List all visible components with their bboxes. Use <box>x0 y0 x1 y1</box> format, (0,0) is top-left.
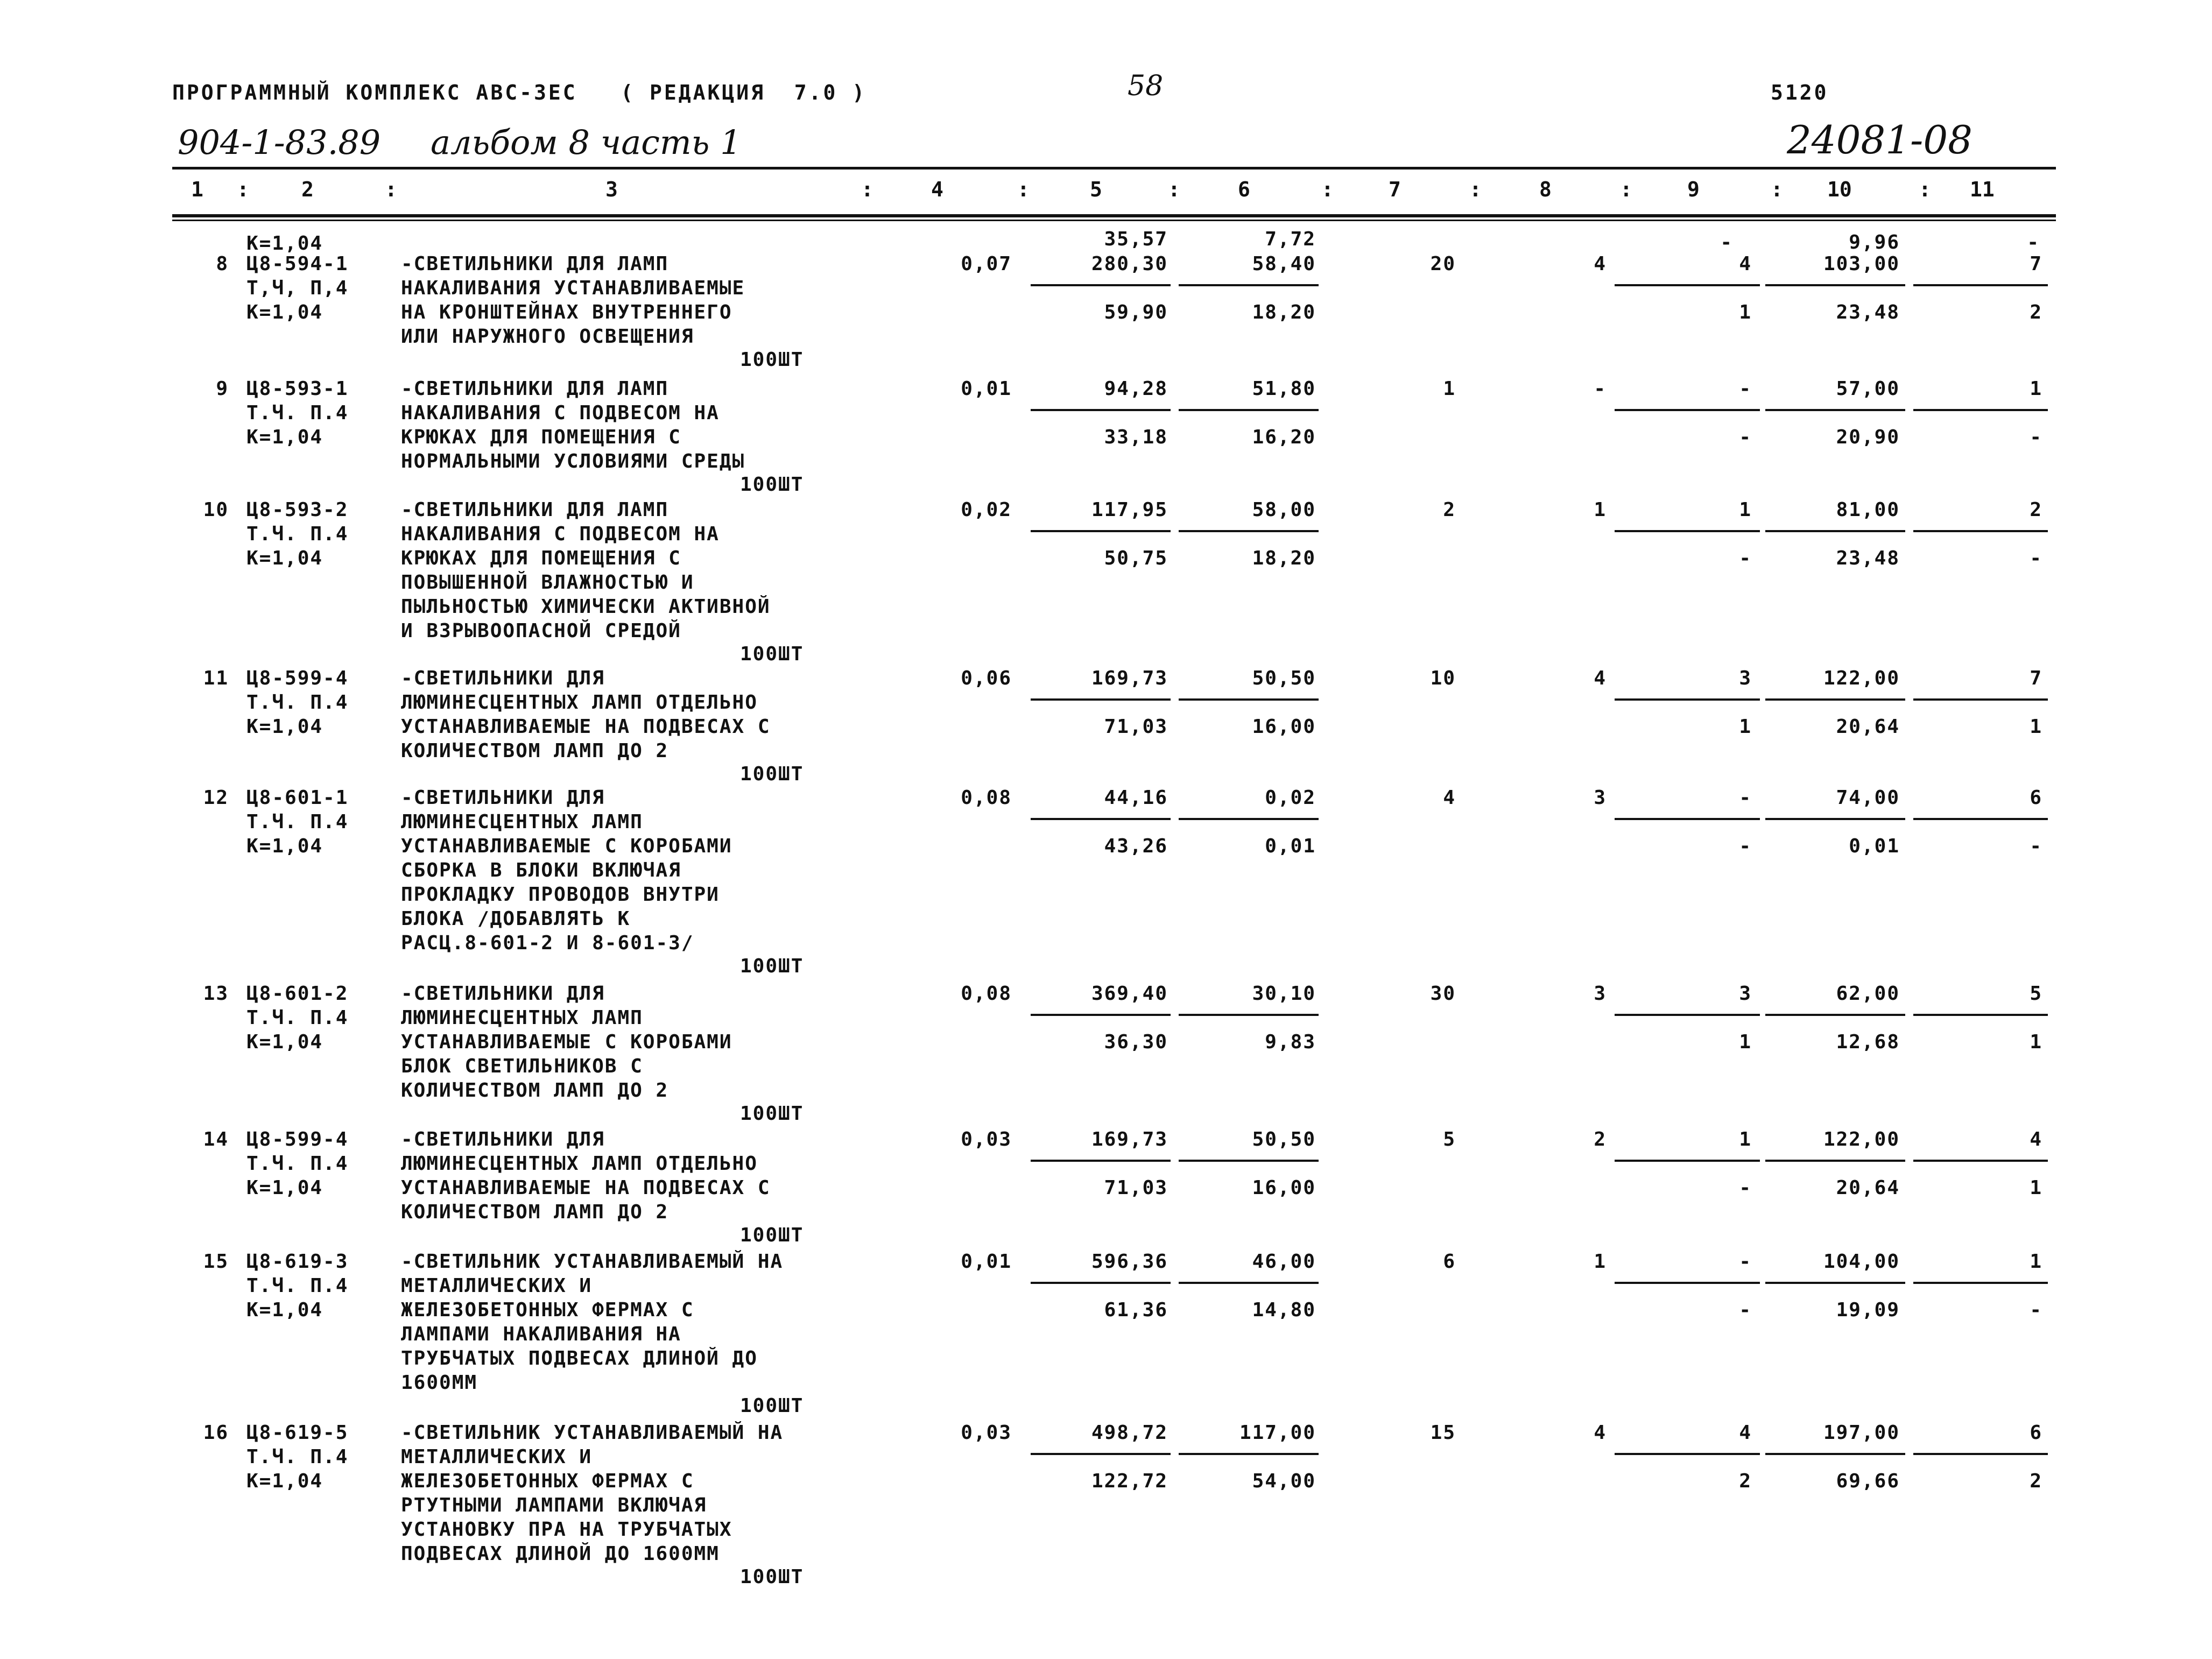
row-description-line: ЖЕЛЕЗОБЕТОННЫХ ФЕРМАХ С <box>401 1299 694 1321</box>
row-code: Ц8-601-1 <box>246 787 349 809</box>
column-header-2: 2 <box>301 178 314 201</box>
row-section: Т,Ч, П,4 <box>246 277 349 299</box>
fraction-line-col11 <box>1913 818 2048 820</box>
row-col4: 0,08 <box>961 787 1012 809</box>
row-number: 11 <box>203 667 229 689</box>
row-col9-bottom: - <box>1739 547 1752 569</box>
row-col7: 2 <box>1443 499 1456 521</box>
fraction-line-col6 <box>1179 818 1319 820</box>
row-k-factor: K=1,04 <box>246 1177 323 1199</box>
row-description-line: ПОВЫШЕННОЙ ВЛАЖНОСТЬЮ И <box>401 571 694 594</box>
row-col4: 0,01 <box>961 1251 1012 1273</box>
column-separator: : <box>1919 178 1931 201</box>
column-separator: : <box>861 178 873 201</box>
carry-col11: - <box>2027 231 2040 253</box>
fraction-line-col9 <box>1615 1014 1760 1016</box>
row-description-line: И ВЗРЫВООПАСНОЙ СРЕДОЙ <box>401 620 681 642</box>
row-col5-bottom: 50,75 <box>1104 547 1168 569</box>
row-col9-bottom: 1 <box>1739 1031 1752 1053</box>
row-col5-bottom: 71,03 <box>1104 716 1168 738</box>
row-col11-top: 4 <box>2030 1128 2042 1150</box>
row-col9-top: 3 <box>1739 983 1752 1005</box>
carry-k-factor: K=1,04 <box>246 232 323 255</box>
row-col5-top: 498,72 <box>1091 1422 1168 1444</box>
row-code: Ц8-619-5 <box>246 1422 349 1444</box>
column-header-4: 4 <box>931 178 943 201</box>
row-code: Ц8-599-4 <box>246 667 349 689</box>
row-section: Т.Ч. П.4 <box>246 1007 349 1029</box>
row-col9-top: - <box>1739 787 1752 809</box>
row-col6-top: 0,02 <box>1265 787 1316 809</box>
row-col5-top: 280,30 <box>1091 253 1168 275</box>
row-col5-top: 117,95 <box>1091 499 1168 521</box>
column-header-10: 10 <box>1827 178 1852 201</box>
row-k-factor: K=1,04 <box>246 716 323 738</box>
row-description-line: НАКАЛИВАНИЯ С ПОДВЕСОМ НА <box>401 402 720 424</box>
row-col8: 4 <box>1594 253 1607 275</box>
row-col7: 15 <box>1430 1422 1456 1444</box>
fraction-line-col9 <box>1615 1282 1760 1284</box>
row-col6-top: 58,00 <box>1252 499 1316 521</box>
row-col5-top: 94,28 <box>1104 378 1168 400</box>
row-col9-top: 4 <box>1739 253 1752 275</box>
fraction-line-col10 <box>1765 698 1905 701</box>
row-col8: 1 <box>1594 499 1607 521</box>
row-section: Т.Ч. П.4 <box>246 402 349 424</box>
row-unit: 100ШТ <box>740 1395 804 1417</box>
fraction-line-col5 <box>1031 409 1171 411</box>
row-col9-bottom: - <box>1739 835 1752 857</box>
row-number: 9 <box>216 378 229 400</box>
column-separator: : <box>1168 178 1180 201</box>
row-description-line: -СВЕТИЛЬНИК УСТАНАВЛИВАЕМЫЙ НА <box>401 1251 784 1273</box>
row-col4: 0,01 <box>961 378 1012 400</box>
row-col10-bottom: 19,09 <box>1836 1299 1900 1321</box>
row-description-line: БЛОКА /ДОБАВЛЯТЬ К <box>401 908 631 930</box>
fraction-line-col6 <box>1179 1282 1319 1284</box>
row-unit: 100ШТ <box>740 1224 804 1246</box>
row-col5-bottom: 122,72 <box>1091 1470 1168 1492</box>
row-col10-bottom: 20,64 <box>1836 716 1900 738</box>
row-description-line: УСТАНАВЛИВАЕМЫЕ НА ПОДВЕСАХ С <box>401 1177 771 1199</box>
row-col9-top: - <box>1739 378 1752 400</box>
row-description-line: -СВЕТИЛЬНИКИ ДЛЯ <box>401 787 605 809</box>
table-row <box>0 498 2212 665</box>
fraction-line-col10 <box>1765 818 1905 820</box>
fraction-line-col5 <box>1031 1453 1171 1455</box>
row-description-line: ТРУБЧАТЫХ ПОДВЕСАХ ДЛИНОЙ ДО <box>401 1347 758 1369</box>
row-col10-bottom: 20,64 <box>1836 1177 1900 1199</box>
fraction-line-col6 <box>1179 1453 1319 1455</box>
column-separator: : <box>237 178 249 201</box>
row-section: Т.Ч. П.4 <box>246 523 349 545</box>
row-col9-bottom: - <box>1739 1299 1752 1321</box>
row-col9-top: 4 <box>1739 1422 1752 1444</box>
row-col5-bottom: 33,18 <box>1104 426 1168 448</box>
row-col4: 0,07 <box>961 253 1012 275</box>
fraction-line-col11 <box>1913 1160 2048 1162</box>
row-col4: 0,02 <box>961 499 1012 521</box>
row-col6-bottom: 16,00 <box>1252 716 1316 738</box>
row-code: Ц8-593-1 <box>246 378 349 400</box>
row-k-factor: K=1,04 <box>246 426 323 448</box>
row-k-factor: K=1,04 <box>246 835 323 857</box>
row-col6-top: 50,50 <box>1252 1128 1316 1150</box>
row-col5-bottom: 36,30 <box>1104 1031 1168 1053</box>
row-number: 12 <box>203 787 229 809</box>
row-code: Ц8-599-4 <box>246 1128 349 1150</box>
row-col6-bottom: 16,20 <box>1252 426 1316 448</box>
fraction-line-col9 <box>1615 1160 1760 1162</box>
row-col10-top: 122,00 <box>1823 667 1900 689</box>
handwritten-project-ref: 904-1-83.89 <box>178 123 381 162</box>
row-col11-top: 7 <box>2030 667 2042 689</box>
row-col5-top: 596,36 <box>1091 1251 1168 1273</box>
row-description-line: КРЮКАХ ДЛЯ ПОМЕЩЕНИЯ С <box>401 547 681 569</box>
carry-col6-top: 7,72 <box>1265 228 1316 250</box>
row-description-line: -СВЕТИЛЬНИКИ ДЛЯ ЛАМП <box>401 253 669 275</box>
row-code: Ц8-619-3 <box>246 1251 349 1273</box>
column-separator: : <box>1321 178 1334 201</box>
row-col8: 3 <box>1594 787 1607 809</box>
row-col10-top: 197,00 <box>1823 1422 1900 1444</box>
row-col6-bottom: 54,00 <box>1252 1470 1316 1492</box>
row-description-line: УСТАНОВКУ ПРА НА ТРУБЧАТЫХ <box>401 1519 732 1541</box>
row-description-line: -СВЕТИЛЬНИКИ ДЛЯ ЛАМП <box>401 499 669 521</box>
fraction-line-col10 <box>1765 284 1905 286</box>
row-col9-top: 1 <box>1739 499 1752 521</box>
row-col11-top: 1 <box>2030 1251 2042 1273</box>
row-col10-top: 62,00 <box>1836 983 1900 1005</box>
row-description-line: ЛЮМИНЕСЦЕНТНЫХ ЛАМП ОТДЕЛЬНО <box>401 1153 758 1175</box>
row-col4: 0,03 <box>961 1422 1012 1444</box>
row-col8: 4 <box>1594 667 1607 689</box>
header-top-rule <box>172 167 2056 170</box>
row-number: 14 <box>203 1128 229 1150</box>
fraction-line-col10 <box>1765 1453 1905 1455</box>
row-k-factor: K=1,04 <box>246 1470 323 1492</box>
table-row <box>0 666 2212 785</box>
row-col4: 0,03 <box>961 1128 1012 1150</box>
row-unit: 100ШТ <box>740 349 804 371</box>
row-col11-bottom: - <box>2030 835 2042 857</box>
row-col8: 4 <box>1594 1422 1607 1444</box>
row-description-line: КОЛИЧЕСТВОМ ЛАМП ДО 2 <box>401 1079 669 1102</box>
column-separator: : <box>385 178 397 201</box>
row-col7: 4 <box>1443 787 1456 809</box>
fraction-line-col6 <box>1179 409 1319 411</box>
row-number: 13 <box>203 983 229 1005</box>
row-code: Ц8-593-2 <box>246 499 349 521</box>
fraction-line-col5 <box>1031 1014 1171 1016</box>
row-k-factor: K=1,04 <box>246 547 323 569</box>
row-description-line: ИЛИ НАРУЖНОГО ОСВЕЩЕНИЯ <box>401 326 694 348</box>
row-col8: 2 <box>1594 1128 1607 1150</box>
row-col11-top: 6 <box>2030 787 2042 809</box>
fraction-line-col5 <box>1031 530 1171 532</box>
fraction-line-col11 <box>1913 698 2048 701</box>
row-description-line: УСТАНАВЛИВАЕМЫЕ НА ПОДВЕСАХ С <box>401 716 771 738</box>
row-description-line: КРЮКАХ ДЛЯ ПОМЕЩЕНИЯ С <box>401 426 681 448</box>
row-col11-top: 2 <box>2030 499 2042 521</box>
row-number: 10 <box>203 499 229 521</box>
row-unit: 100ШТ <box>740 763 804 785</box>
fraction-line-col6 <box>1179 530 1319 532</box>
row-description-line: МЕТАЛЛИЧЕСКИХ И <box>401 1446 593 1468</box>
row-col10-bottom: 23,48 <box>1836 547 1900 569</box>
fraction-line-col9 <box>1615 284 1760 286</box>
row-col11-top: 5 <box>2030 983 2042 1005</box>
row-col10-bottom: 69,66 <box>1836 1470 1900 1492</box>
row-col11-bottom: 2 <box>2030 301 2042 323</box>
row-col5-bottom: 71,03 <box>1104 1177 1168 1199</box>
row-col7: 1 <box>1443 378 1456 400</box>
row-col7: 6 <box>1443 1251 1456 1273</box>
column-separator: : <box>1771 178 1783 201</box>
column-separator: : <box>1620 178 1632 201</box>
row-col9-bottom: - <box>1739 426 1752 448</box>
row-description-line: НОРМАЛЬНЫМИ УСЛОВИЯМИ СРЕДЫ <box>401 450 745 472</box>
row-col9-bottom: 2 <box>1739 1470 1752 1492</box>
row-col7: 30 <box>1430 983 1456 1005</box>
row-description-line: УСТАНАВЛИВАЕМЫЕ С КОРОБАМИ <box>401 835 732 857</box>
fraction-line-col5 <box>1031 818 1171 820</box>
row-col6-bottom: 18,20 <box>1252 301 1316 323</box>
row-col9-bottom: 1 <box>1739 301 1752 323</box>
column-header-8: 8 <box>1539 178 1552 201</box>
row-unit: 100ШТ <box>740 1103 804 1125</box>
fraction-line-col9 <box>1615 409 1760 411</box>
table-row <box>0 252 2212 371</box>
row-col8: - <box>1594 378 1607 400</box>
program-title: ПРОГРАММНЫЙ КОМПЛЕКС АВС-3ЕС ( РЕДАКЦИЯ 7.0 ) <box>172 81 867 104</box>
row-col5-top: 169,73 <box>1091 1128 1168 1150</box>
fraction-line-col10 <box>1765 1160 1905 1162</box>
row-description-line: -СВЕТИЛЬНИКИ ДЛЯ <box>401 983 605 1005</box>
row-col5-bottom: 43,26 <box>1104 835 1168 857</box>
carry-col5-top: 35,57 <box>1104 228 1168 250</box>
column-header-7: 7 <box>1389 178 1401 201</box>
row-description-line: ПОДВЕСАХ ДЛИНОЙ ДО 1600ММ <box>401 1543 720 1565</box>
row-col10-bottom: 0,01 <box>1849 835 1900 857</box>
row-k-factor: K=1,04 <box>246 1299 323 1321</box>
row-col6-top: 51,80 <box>1252 378 1316 400</box>
table-row <box>0 1421 2212 1588</box>
row-col5-bottom: 59,90 <box>1104 301 1168 323</box>
row-section: Т.Ч. П.4 <box>246 811 349 833</box>
fraction-line-col6 <box>1179 698 1319 701</box>
row-col7: 20 <box>1430 253 1456 275</box>
header-bottom-rule <box>172 214 2056 217</box>
column-header-9: 9 <box>1687 178 1700 201</box>
fraction-line-col6 <box>1179 1160 1319 1162</box>
row-description-line: ЛЮМИНЕСЦЕНТНЫХ ЛАМП <box>401 811 643 833</box>
row-col6-bottom: 9,83 <box>1265 1031 1316 1053</box>
fraction-line-col11 <box>1913 1453 2048 1455</box>
column-header-3: 3 <box>605 178 618 201</box>
column-header-6: 6 <box>1238 178 1250 201</box>
row-col8: 1 <box>1594 1251 1607 1273</box>
row-col10-top: 103,00 <box>1823 253 1900 275</box>
fraction-line-col5 <box>1031 1160 1171 1162</box>
row-section: Т.Ч. П.4 <box>246 1275 349 1297</box>
column-header-5: 5 <box>1090 178 1102 201</box>
row-description-line: 1600ММ <box>401 1372 478 1394</box>
row-col4: 0,06 <box>961 667 1012 689</box>
row-code: Ц8-594-1 <box>246 253 349 275</box>
fraction-line-col9 <box>1615 1453 1760 1455</box>
fraction-line-col9 <box>1615 698 1760 701</box>
row-description-line: ЛЮМИНЕСЦЕНТНЫХ ЛАМП <box>401 1007 643 1029</box>
row-col5-top: 44,16 <box>1104 787 1168 809</box>
fraction-line-col11 <box>1913 409 2048 411</box>
row-col8: 3 <box>1594 983 1607 1005</box>
row-col9-top: - <box>1739 1251 1752 1273</box>
table-row <box>0 1127 2212 1246</box>
column-separator: : <box>1017 178 1030 201</box>
row-unit: 100ШТ <box>740 955 804 977</box>
fraction-line-col9 <box>1615 530 1760 532</box>
row-col10-top: 104,00 <box>1823 1251 1900 1273</box>
row-col6-top: 117,00 <box>1239 1422 1316 1444</box>
row-description-line: РТУТНЫМИ ЛАМПАМИ ВКЛЮЧАЯ <box>401 1494 707 1516</box>
row-col10-top: 57,00 <box>1836 378 1900 400</box>
row-description-line: НАКАЛИВАНИЯ УСТАНАВЛИВАЕМЫЕ <box>401 277 745 299</box>
column-header-1: 1 <box>191 178 203 201</box>
row-col11-bottom: - <box>2030 547 2042 569</box>
row-col6-top: 30,10 <box>1252 983 1316 1005</box>
carry-col10: 9,96 <box>1849 231 1900 253</box>
row-col11-bottom: - <box>2030 426 2042 448</box>
row-col7: 10 <box>1430 667 1456 689</box>
row-k-factor: K=1,04 <box>246 1031 323 1053</box>
row-description-line: -СВЕТИЛЬНИКИ ДЛЯ <box>401 667 605 689</box>
row-col6-top: 58,40 <box>1252 253 1316 275</box>
fraction-line-col10 <box>1765 1014 1905 1016</box>
row-code: Ц8-601-2 <box>246 983 349 1005</box>
row-col9-bottom: 1 <box>1739 716 1752 738</box>
row-col5-bottom: 61,36 <box>1104 1299 1168 1321</box>
row-unit: 100ШТ <box>740 1566 804 1588</box>
row-col5-top: 369,40 <box>1091 983 1168 1005</box>
row-col10-top: 122,00 <box>1823 1128 1900 1150</box>
row-description-line: РАСЦ.8-601-2 И 8-601-3/ <box>401 932 694 954</box>
page-number: 58 <box>1128 70 1164 102</box>
fraction-line-col11 <box>1913 1282 2048 1284</box>
row-col9-top: 1 <box>1739 1128 1752 1150</box>
row-col6-bottom: 14,80 <box>1252 1299 1316 1321</box>
fraction-line-col11 <box>1913 530 2048 532</box>
row-number: 15 <box>203 1251 229 1273</box>
row-col11-bottom: - <box>2030 1299 2042 1321</box>
fraction-line-col10 <box>1765 409 1905 411</box>
row-description-line: ЛАМПАМИ НАКАЛИВАНИЯ НА <box>401 1323 681 1345</box>
handwritten-album-ref: альбом 8 часть 1 <box>431 123 742 162</box>
row-col10-top: 74,00 <box>1836 787 1900 809</box>
fraction-line-col11 <box>1913 284 2048 286</box>
row-col11-top: 1 <box>2030 378 2042 400</box>
row-description-line: -СВЕТИЛЬНИКИ ДЛЯ ЛАМП <box>401 378 669 400</box>
row-description-line: НАКАЛИВАНИЯ С ПОДВЕСОМ НА <box>401 523 720 545</box>
row-col11-top: 6 <box>2030 1422 2042 1444</box>
row-col6-bottom: 0,01 <box>1265 835 1316 857</box>
row-col11-bottom: 1 <box>2030 1031 2042 1053</box>
row-number: 8 <box>216 253 229 275</box>
row-col10-top: 81,00 <box>1836 499 1900 521</box>
fraction-line-col9 <box>1615 818 1760 820</box>
row-description-line: КОЛИЧЕСТВОМ ЛАМП ДО 2 <box>401 740 669 762</box>
row-description-line: НА КРОНШТЕЙНАХ ВНУТРЕННЕГО <box>401 301 732 323</box>
row-col10-bottom: 23,48 <box>1836 301 1900 323</box>
row-col10-bottom: 12,68 <box>1836 1031 1900 1053</box>
row-col6-bottom: 16,00 <box>1252 1177 1316 1199</box>
row-description-line: -СВЕТИЛЬНИК УСТАНАВЛИВАЕМЫЙ НА <box>401 1422 784 1444</box>
fraction-line-col10 <box>1765 1282 1905 1284</box>
fraction-line-col5 <box>1031 1282 1171 1284</box>
row-section: Т.Ч. П.4 <box>246 1446 349 1468</box>
row-section: Т.Ч. П.4 <box>246 1153 349 1175</box>
row-section: Т.Ч. П.4 <box>246 691 349 714</box>
row-k-factor: K=1,04 <box>246 301 323 323</box>
fraction-line-col11 <box>1913 1014 2048 1016</box>
row-col9-top: 3 <box>1739 667 1752 689</box>
column-header-11: 11 <box>1970 178 1995 201</box>
row-description-line: СБОРКА В БЛОКИ ВКЛЮЧАЯ <box>401 859 681 881</box>
row-col6-top: 46,00 <box>1252 1251 1316 1273</box>
table-row <box>0 1249 2212 1417</box>
row-description-line: МЕТАЛЛИЧЕСКИХ И <box>401 1275 593 1297</box>
row-col4: 0,08 <box>961 983 1012 1005</box>
table-row <box>0 982 2212 1125</box>
row-description-line: -СВЕТИЛЬНИКИ ДЛЯ <box>401 1128 605 1150</box>
row-col7: 5 <box>1443 1128 1456 1150</box>
row-col6-top: 50,50 <box>1252 667 1316 689</box>
fraction-line-col6 <box>1179 284 1319 286</box>
fraction-line-col5 <box>1031 284 1171 286</box>
handwritten-code: 24081-08 <box>1787 117 1973 163</box>
row-description-line: УСТАНАВЛИВАЕМЫЕ С КОРОБАМИ <box>401 1031 732 1053</box>
carry-col9: - <box>1720 231 1733 253</box>
table-row <box>0 786 2212 977</box>
row-unit: 100ШТ <box>740 643 804 665</box>
row-description-line: КОЛИЧЕСТВОМ ЛАМП ДО 2 <box>401 1201 669 1223</box>
row-col5-top: 169,73 <box>1091 667 1168 689</box>
row-col9-bottom: - <box>1739 1177 1752 1199</box>
row-description-line: БЛОК СВЕТИЛЬНИКОВ С <box>401 1055 643 1077</box>
row-number: 16 <box>203 1422 229 1444</box>
row-col10-bottom: 20,90 <box>1836 426 1900 448</box>
fraction-line-col6 <box>1179 1014 1319 1016</box>
row-description-line: ЖЕЛЕЗОБЕТОННЫХ ФЕРМАХ С <box>401 1470 694 1492</box>
row-col11-bottom: 1 <box>2030 1177 2042 1199</box>
header-bottom-rule-2 <box>172 220 2056 221</box>
table-row <box>0 377 2212 496</box>
row-col11-bottom: 1 <box>2030 716 2042 738</box>
row-col6-bottom: 18,20 <box>1252 547 1316 569</box>
row-col11-bottom: 2 <box>2030 1470 2042 1492</box>
row-unit: 100ШТ <box>740 474 804 496</box>
row-description-line: ПРОКЛАДКУ ПРОВОДОВ ВНУТРИ <box>401 884 720 906</box>
fraction-line-col10 <box>1765 530 1905 532</box>
document-number: 5120 <box>1771 81 1829 104</box>
fraction-line-col5 <box>1031 698 1171 701</box>
row-col11-top: 7 <box>2030 253 2042 275</box>
row-description-line: ПЫЛЬНОСТЬЮ ХИМИЧЕСКИ АКТИВНОЙ <box>401 596 771 618</box>
column-separator: : <box>1469 178 1482 201</box>
row-description-line: ЛЮМИНЕСЦЕНТНЫХ ЛАМП ОТДЕЛЬНО <box>401 691 758 714</box>
